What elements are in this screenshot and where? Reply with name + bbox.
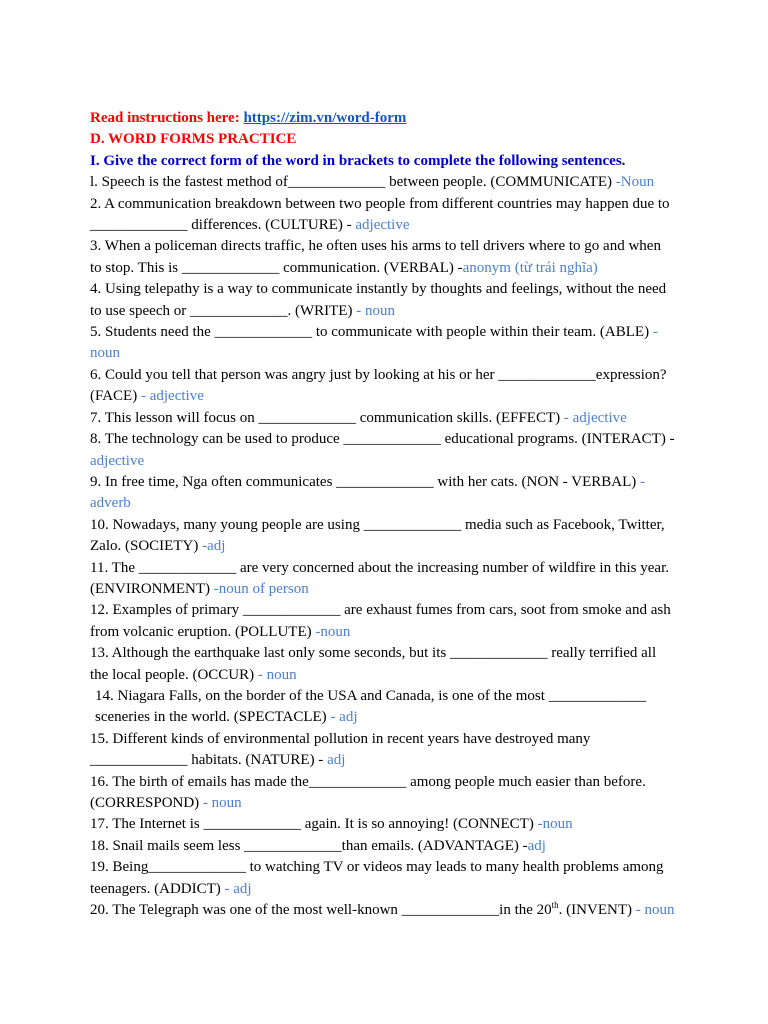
sentence-text: 8. The technology can be used to produce _____________ educational programs. (INTERACT) -	[90, 431, 675, 448]
sentence-16-line-2	[90, 793, 690, 814]
sentence-text: (FACE)	[90, 388, 141, 405]
word-type-hint: adj	[527, 837, 546, 854]
word-type-hint: - noun	[202, 795, 242, 811]
sentence-text: 10. Nowadays, many young people are using _____________ media such as Facebook, Twitter,	[90, 516, 665, 533]
instructions-label: Read instructions here:	[90, 110, 240, 126]
instructions-link[interactable]: https://zim.vn/word-form	[243, 110, 407, 126]
word-type-hint: adjective	[355, 217, 410, 234]
sentence-text: 12. Examples of primary _____________ are exhaust fumes from cars, soot from smoke and ash	[90, 602, 671, 619]
sentence-text: 20. The Telegraph was one of the most well-known _____________in the 20	[90, 902, 552, 919]
sentence-6-line-1	[90, 365, 690, 386]
sentence-text: sceneries in the world. (SPECTACLE)	[95, 709, 331, 726]
sentence-text: 7. This lesson will focus on _____________ communication skills. (EFFECT)	[90, 409, 564, 426]
sentence-4-line-1	[90, 279, 690, 300]
sentence-2-line-1	[90, 194, 690, 215]
worksheet	[90, 108, 690, 921]
sentence-13-line-1	[90, 643, 690, 664]
word-type-hint: -	[640, 473, 646, 490]
sentence-text: to use speech or _____________. (WRITE)	[90, 302, 357, 319]
word-type-hint: - adj	[330, 709, 358, 726]
word-type-hint: - noun	[257, 666, 297, 683]
sentence-text: 4. Using telepathy is a way to communicate instantly by thoughts and feelings, without the need	[90, 281, 667, 298]
word-type-hint: noun	[90, 345, 120, 362]
sentence-text: 9. In free time, Nga often communicates _____________ with her cats. (NON - VERBAL)	[90, 473, 641, 490]
sentence-text: 17. The Internet is _____________ again. It is so annoying! (CONNECT)	[90, 816, 538, 833]
sentence-11-line-2	[90, 579, 690, 600]
instructions-line	[90, 108, 690, 129]
ordinal-superscript: th	[551, 900, 559, 911]
word-type-hint: -adj	[202, 538, 226, 555]
sentence-2-line-2	[90, 215, 690, 236]
sentence-text: . (INVENT)	[558, 902, 636, 919]
sentence-text: 3. When a policeman directs traffic, he often uses his arms to tell drivers where to go and when	[90, 238, 661, 255]
sentence-15-line-2	[90, 750, 690, 771]
sentence-16-line-1	[90, 772, 690, 793]
sentence-10-line-2	[90, 536, 690, 557]
sentence-18	[90, 836, 690, 857]
sentence-7	[90, 408, 690, 429]
sentence-5-line-1	[90, 322, 690, 343]
sentence-text: Zalo. (SOCIETY)	[90, 538, 203, 555]
sentence-14-line-2	[90, 707, 690, 728]
sentence-text: 11. The _____________ are very concerned about the increasing number of wildfire in this year.	[90, 559, 669, 576]
sentence-19-line-2	[90, 879, 690, 900]
word-type-hint: - adjective	[140, 388, 204, 405]
section-title: D. WORD FORMS PRACTICE	[90, 131, 297, 148]
sentence-12-line-1	[90, 600, 690, 621]
sentence-6-line-2	[90, 386, 690, 407]
sentence-text: (CORRESPOND)	[90, 795, 203, 811]
sentence-14-line-1	[90, 686, 690, 707]
sentence-text: from volcanic eruption. (POLLUTE)	[90, 623, 316, 640]
sentence-text: 16. The birth of emails has made the_____________ among people much easier than before.	[90, 773, 646, 790]
word-type-hint: -noun	[315, 623, 351, 640]
sentence-19-line-1	[90, 857, 690, 878]
sentence-1	[90, 172, 690, 193]
sentence-text: (ENVIRONMENT)	[90, 580, 214, 597]
sentence-text: 5. Students need the _____________ to communicate with people within their team. (ABLE)	[90, 324, 653, 341]
sentence-20	[90, 900, 690, 921]
word-type-hint: adj	[327, 752, 346, 769]
sentence-3-line-1	[90, 236, 690, 257]
sentence-text: 15. Different kinds of environmental pollution in recent years have destroyed many	[90, 730, 591, 747]
sentence-15-line-1	[90, 729, 690, 750]
sentence-text: 13. Although the earthquake last only some seconds, but its _____________ really terrified all	[90, 645, 657, 662]
word-type-hint: adjective	[90, 452, 145, 469]
word-type-hint: anonym (từ trái nghĩa)	[462, 259, 598, 276]
word-type-hint: -noun of person	[213, 580, 309, 597]
sentence-text: 18. Snail mails seem less _____________than emails. (ADVANTAGE) -	[90, 837, 528, 854]
sentence-17	[90, 814, 690, 835]
sentence-text: to stop. This is _____________ communication. (VERBAL) -	[90, 259, 463, 276]
sentence-5-line-2	[90, 343, 690, 364]
word-type-hint: adverb	[90, 495, 131, 512]
sentence-10-line-1	[90, 515, 690, 536]
word-type-hint: -	[652, 324, 658, 341]
sentence-9-line-1	[90, 472, 690, 493]
sentence-text: _____________ differences. (CULTURE) -	[90, 217, 356, 234]
word-type-hint: - noun	[356, 302, 395, 319]
sentence-3-line-2	[90, 258, 690, 279]
word-type-hint: - noun	[635, 902, 675, 919]
sentence-text: 2. A communication breakdown between two people from different countries may happen due to	[90, 195, 670, 212]
sentence-text: l. Speech is the fastest method of_____________ between people. (COMMUNICATE)	[90, 174, 616, 191]
sentence-8-line-1	[90, 429, 690, 450]
task-instruction: I. Give the correct form of the word in brackets to complete the following sentences.	[90, 152, 626, 169]
sentence-text: teenagers. (ADDICT)	[90, 880, 225, 897]
sentence-4-line-2	[90, 301, 690, 322]
sentence-text: _____________ habitats. (NATURE) -	[90, 752, 328, 769]
sentence-13-line-2	[90, 665, 690, 686]
word-type-hint: - adjective	[563, 409, 627, 426]
sentence-text: 6. Could you tell that person was angry just by looking at his or her _____________expression?	[90, 366, 667, 383]
word-type-hint: -noun	[537, 816, 573, 833]
sentence-8-line-2	[90, 451, 690, 472]
sentence-9-line-2	[90, 493, 690, 514]
word-type-hint: - adj	[224, 880, 252, 897]
sentence-12-line-2	[90, 622, 690, 643]
word-type-hint: -Noun	[615, 174, 655, 191]
sentence-text: 14. Niagara Falls, on the border of the USA and Canada, is one of the most _____________	[95, 687, 647, 704]
sentence-text: the local people. (OCCUR)	[90, 666, 258, 683]
sentence-11-line-1	[90, 558, 690, 579]
sentence-text: 19. Being_____________ to watching TV or videos may leads to many health problems among	[90, 859, 664, 876]
